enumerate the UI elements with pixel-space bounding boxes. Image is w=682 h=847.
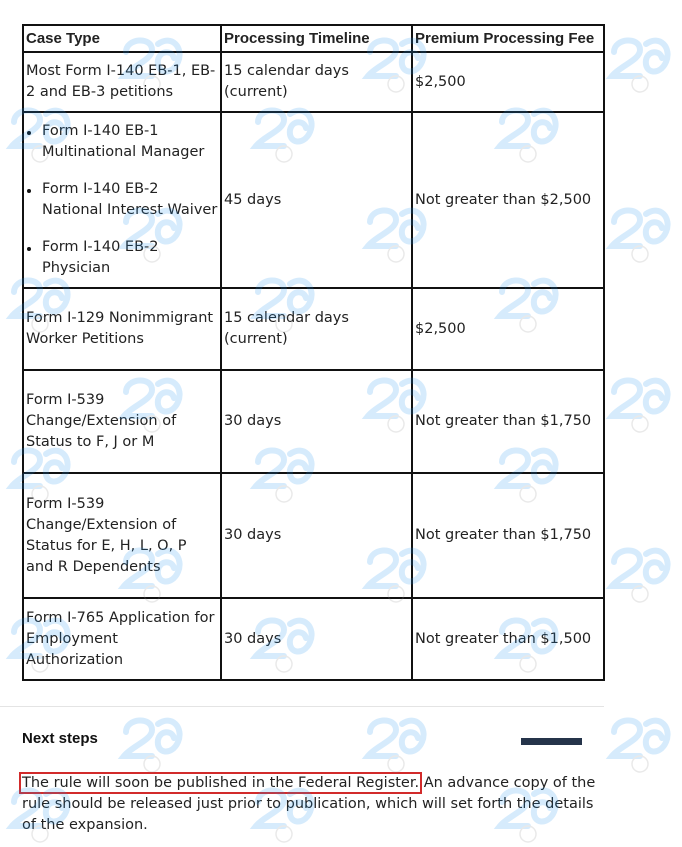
timeline-cell: 30 days — [221, 598, 412, 680]
case-type-list — [26, 121, 218, 279]
list-item: Form I-140 EB-2 National Interest Waiver — [42, 179, 218, 221]
list-item: Form I-140 EB-1 Multinational Manager — [42, 121, 218, 163]
next-steps-paragraph — [22, 773, 602, 836]
fee-cell: Not greater than $1,500 — [412, 598, 604, 680]
section-divider — [0, 706, 604, 707]
zl-watermark-mark — [600, 540, 680, 604]
table-row — [23, 370, 604, 473]
timeline-cell: 30 days — [221, 370, 412, 473]
zl-watermark-logo — [600, 200, 680, 264]
zl-watermark-mark — [356, 710, 436, 774]
fee-cell: Not greater than $2,500 — [412, 112, 604, 288]
zl-watermark-logo — [112, 710, 192, 774]
table-row — [23, 598, 604, 680]
paragraph-rest: An advance copy of the rule should be released just prior to publication, which will set forth the details of the expansion. — [22, 775, 596, 833]
case-type-cell: Form I-539 Change/Extension of Status for E, H, L, O, P and R Dependents — [23, 473, 221, 598]
highlighted-sentence: The rule will soon be published in the Federal Register. — [22, 775, 420, 791]
zl-watermark-mark — [600, 710, 680, 774]
accent-bar — [521, 738, 582, 745]
list-item: Form I-140 EB-2 Physician — [42, 237, 218, 279]
timeline-cell: 45 days — [221, 112, 412, 288]
case-type-cell: Form I-539 Change/Extension of Status to F, J or M — [23, 370, 221, 473]
header-case-type: Case Type — [23, 25, 221, 52]
fee-cell: $2,500 — [412, 52, 604, 112]
case-type-cell: Form I-129 Nonimmigrant Worker Petitions — [23, 288, 221, 370]
table-row — [23, 112, 604, 288]
case-type-cell — [23, 112, 221, 288]
premium-processing-table — [22, 24, 605, 681]
case-type-cell: Most Form I-140 EB-1, EB-2 and EB-3 petitions — [23, 52, 221, 112]
zl-watermark-logo — [600, 540, 680, 604]
zl-watermark-mark — [600, 200, 680, 264]
zl-watermark-logo — [356, 710, 436, 774]
zl-watermark-logo — [600, 30, 680, 94]
table-row — [23, 473, 604, 598]
zl-watermark-logo — [600, 710, 680, 774]
zl-watermark-logo — [600, 370, 680, 434]
fee-cell: Not greater than $1,750 — [412, 370, 604, 473]
header-processing-timeline: Processing Timeline — [221, 25, 412, 52]
table-row — [23, 52, 604, 112]
timeline-cell: 15 calendar days (current) — [221, 288, 412, 370]
timeline-cell: 15 calendar days (current) — [221, 52, 412, 112]
fee-cell: $2,500 — [412, 288, 604, 370]
zl-watermark-mark — [112, 710, 192, 774]
table-header-row — [23, 25, 604, 52]
header-premium-fee: Premium Processing Fee — [412, 25, 604, 52]
fee-cell: Not greater than $1,750 — [412, 473, 604, 598]
zl-watermark-mark — [600, 370, 680, 434]
timeline-cell: 30 days — [221, 473, 412, 598]
zl-watermark-mark — [600, 30, 680, 94]
table-row — [23, 288, 604, 370]
case-type-cell: Form I-765 Application for Employment Authorization — [23, 598, 221, 680]
next-steps-heading: Next steps — [22, 730, 98, 747]
